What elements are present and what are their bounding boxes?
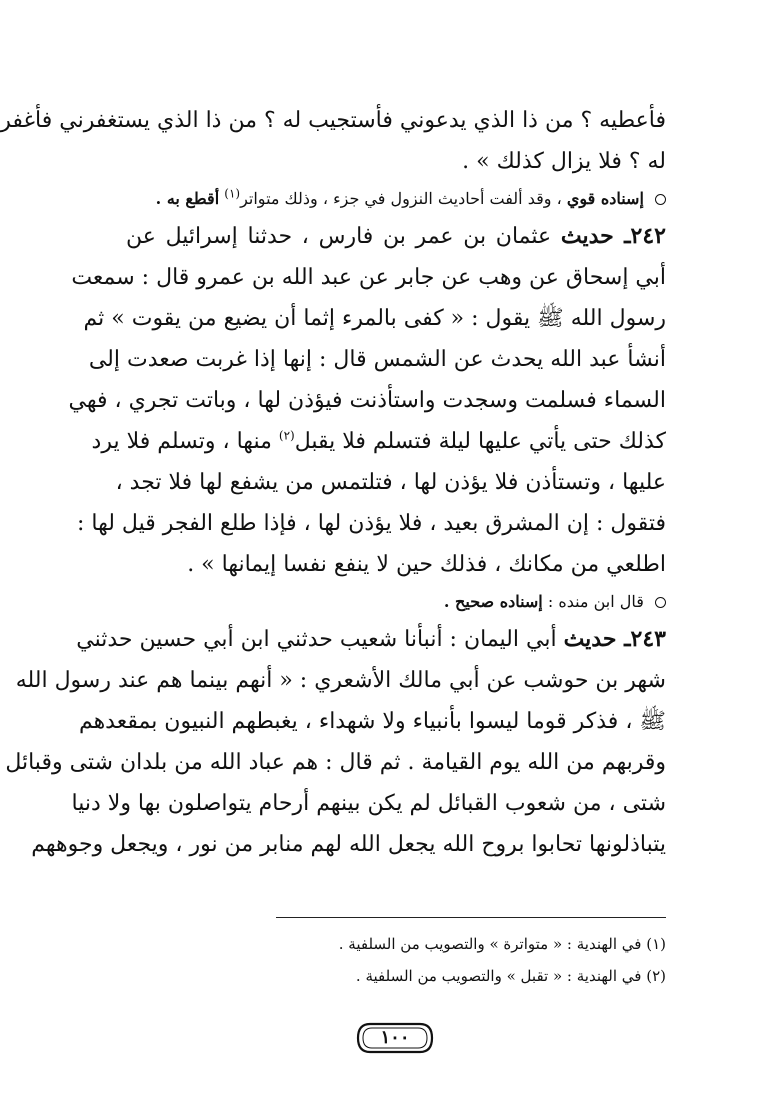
- hadith-242-line-8: فتقول : إن المشرق بعيد ، فلا يؤذن لها ، فإذا طلع الفجر قيل لها :: [76, 511, 666, 536]
- footnote-1: (١) في الهندية : « متواترة » والتصويب من السلفية .: [338, 935, 666, 953]
- hadith-242-line-5: السماء فسلمت وسجدت واستأذنت فيؤذن لها ، وباتت تجري ، فهي: [68, 388, 666, 413]
- hadith-242-line-4: أنشأ عبد الله يحدث عن الشمس قال : إنها إذا غربت صعدت إلى: [88, 347, 666, 372]
- footnote-ref-1: (١): [224, 186, 241, 201]
- text-line-1: فأعطيه ؟ من ذا الذي يدعوني فأستجيب له ؟ من ذا الذي يستغفرني فأغفر: [0, 108, 666, 133]
- grading-text: ، وقد ألفت أحاديث النزول في جزء ، وذلك متواتر: [240, 189, 562, 208]
- hadith-242-text-6a: كذلك حتى يأتي عليها ليلة فتسلم فلا يقبل: [294, 429, 666, 454]
- text-line-2: له ؟ فلا يزال كذلك » .: [462, 149, 666, 174]
- hadith-242-text-1: عثمان بن عمر بن فارس ، حدثنا إسرائيل عن: [126, 224, 552, 249]
- hadith-242-line-9: اطلعي من مكانك ، فذلك حين لا ينفع نفسا إيمانها » .: [187, 552, 666, 577]
- main-text: [0, 100, 666, 865]
- grading-note-2: [126, 585, 666, 619]
- page-number-badge: [356, 1020, 434, 1056]
- hadith-242-line-2: أبي إسحاق عن وهب عن جابر عن عبد الله بن عمرو قال : سمعت: [71, 265, 666, 290]
- hadith-243-line-5: شتى ، من شعوب القبائل لم يكن بينهم أرحام يتواصلون بها ولا دنيا: [71, 791, 666, 816]
- hadith-243-text-1: أبي اليمان : أنبأنا شعيب حدثني ابن أبي حسين حدثني: [76, 627, 557, 652]
- hadith-242-line-7: عليها ، وتستأذن فلا يؤذن لها ، فتلتمس من يشفع لها فلا تجد ،: [115, 470, 666, 495]
- footnote-2: (٢) في الهندية : « تقبل » والتصويب من السلفية .: [355, 967, 666, 985]
- hadith-243-line-2: شهر بن حوشب عن أبي مالك الأشعري : « أنهم بينما هم عند رسول الله: [15, 668, 666, 693]
- footnote-ref-2: (٢): [278, 428, 295, 443]
- hadith-242-label: ٢٤٢ـ حديث: [560, 223, 666, 249]
- hadith-243-line-6: يتباذلونها تحابوا بروح الله يجعل الله لهم منابر من نور ، ويجعل وجوههم: [31, 832, 666, 857]
- circle-bullet-icon: [655, 194, 666, 205]
- circle-bullet-icon: [655, 597, 666, 608]
- hadith-242-text-6b: منها ، وتسلم فلا يرد: [91, 429, 272, 454]
- footnotes: [266, 928, 666, 992]
- hadith-243-label: ٢٤٣ـ حديث: [563, 626, 666, 652]
- hadith-242-line-3: رسول الله ﷺ يقول : « كفى بالمرء إثما أن يضيع من يقوت » ثم: [83, 306, 666, 331]
- hadith-243-line-3: ﷺ ، فذكر قوما ليسوا بأنبياء ولا شهداء ، يغبطهم النبيون بمقعدهم: [78, 709, 666, 734]
- hadith-242-line-6: [91, 421, 666, 462]
- hadith-243-line-4: وقربهم من الله يوم القيامة . ثم قال : هم عباد الله من بلدان شتى وقبائل: [5, 750, 666, 775]
- grading-text-2: قال ابن منده :: [547, 592, 644, 611]
- page-number: ١٠٠: [380, 1027, 410, 1048]
- grading-bold: إسناده قوي: [566, 189, 644, 208]
- grading-end: أقطع به .: [155, 189, 220, 208]
- hadith-243-line-1: [76, 619, 666, 660]
- footnote-divider: [276, 917, 666, 918]
- grading-note-1: [126, 182, 666, 216]
- grading-bold-2: إسناده صحيح .: [443, 592, 543, 611]
- hadith-242-line-1: [126, 216, 666, 257]
